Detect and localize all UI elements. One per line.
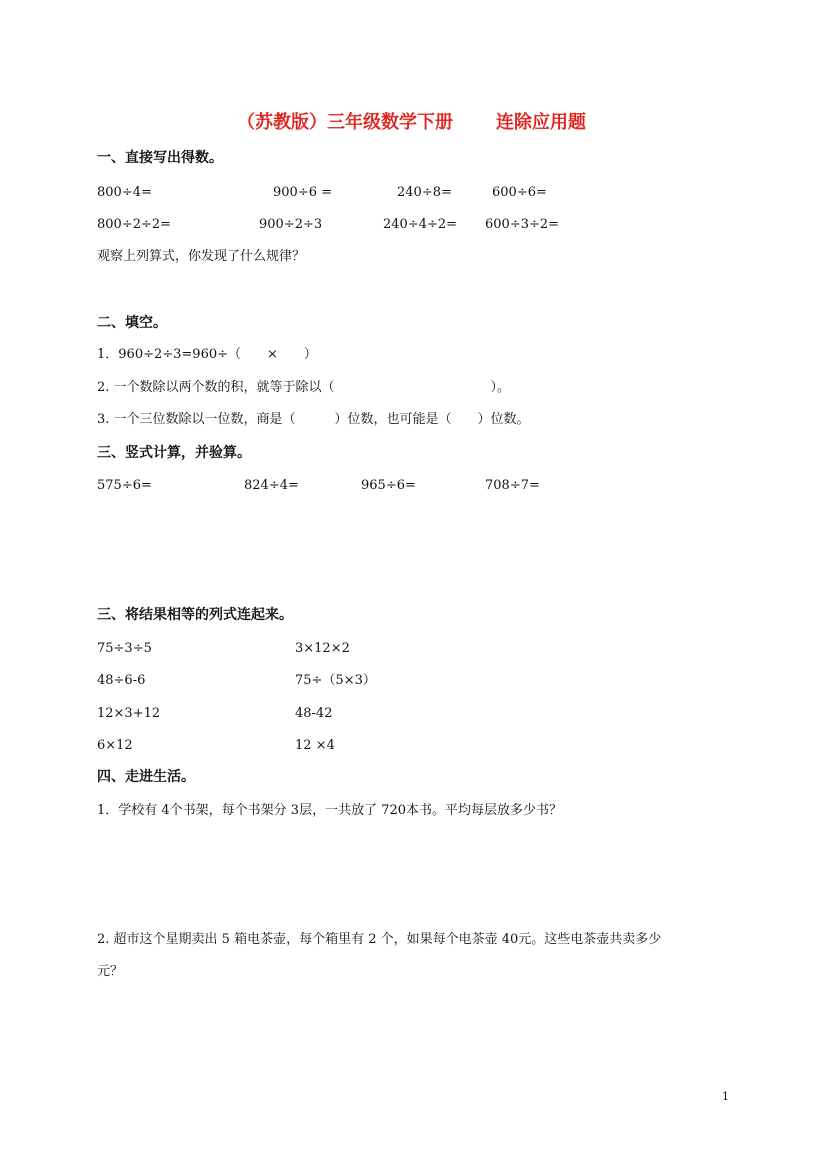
match-right-item: 75÷（5×3） <box>295 673 376 688</box>
match-right-item: 3×12×2 <box>295 641 350 656</box>
section-heading-4: 三、将结果相等的列式连起来。 <box>97 607 293 623</box>
section-heading-3: 三、竖式计算，并验算。 <box>97 445 251 461</box>
calc-item: 900÷2÷3 <box>259 217 323 232</box>
match-left-item: 48÷6-6 <box>97 673 146 688</box>
calc-item: 800÷4= <box>97 185 152 200</box>
word-problem-1: 1．学校有 4个书架，每个书架分 3层，一共放了 720本书。平均每层放多少书？ <box>97 803 563 818</box>
word-problem-2: 2. 超市这个星期卖出 5 箱电茶壶，每个箱里有 2 个，如果每个电茶壶 40元。这些电茶壶共卖多少 <box>97 932 662 947</box>
vertical-calc-item: 708÷7= <box>485 478 540 493</box>
calc-item: 240÷4÷2= <box>383 217 458 232</box>
section-heading-2: 二、填空。 <box>97 315 167 331</box>
vertical-calc-item: 575÷6= <box>97 478 152 493</box>
vertical-calc-item: 824÷4= <box>244 478 299 493</box>
match-right-item: 48-42 <box>295 706 333 721</box>
calc-item: 900÷6 = <box>273 185 333 200</box>
match-left-item: 75÷3÷5 <box>97 641 152 656</box>
calc-item: 600÷3÷2= <box>485 217 560 232</box>
word-problem-2-cont: 元？ <box>97 964 124 979</box>
fill-blank-item: 3. 一个三位数除以一位数，商是（ ）位数，也可能是（ ）位数。 <box>97 412 530 427</box>
doc-title-part2: 连除应用题 <box>496 112 586 133</box>
fill-blank-item: 1．960÷2÷3=960÷（ × ） <box>97 347 317 362</box>
vertical-calc-item: 965÷6= <box>361 478 416 493</box>
calc-item: 800÷2÷2= <box>97 217 172 232</box>
calc-item: 600÷6= <box>492 185 547 200</box>
match-right-item: 12 ×4 <box>295 738 335 753</box>
doc-title-part1: （苏教版）三年级数学下册 <box>237 112 453 133</box>
match-left-item: 6×12 <box>97 738 133 753</box>
calc-item: 240÷8= <box>397 185 452 200</box>
section-heading-5: 四、走进生活。 <box>97 769 195 785</box>
page-number: 1 <box>722 1090 729 1103</box>
section-heading-1: 一、直接写出得数。 <box>97 150 223 166</box>
match-left-item: 12×3+12 <box>97 706 161 721</box>
fill-blank-item: 2. 一个数除以两个数的积，就等于除以（ ）。 <box>97 380 511 395</box>
observation-question: 观察上列算式，你发现了什么规律？ <box>97 249 306 264</box>
